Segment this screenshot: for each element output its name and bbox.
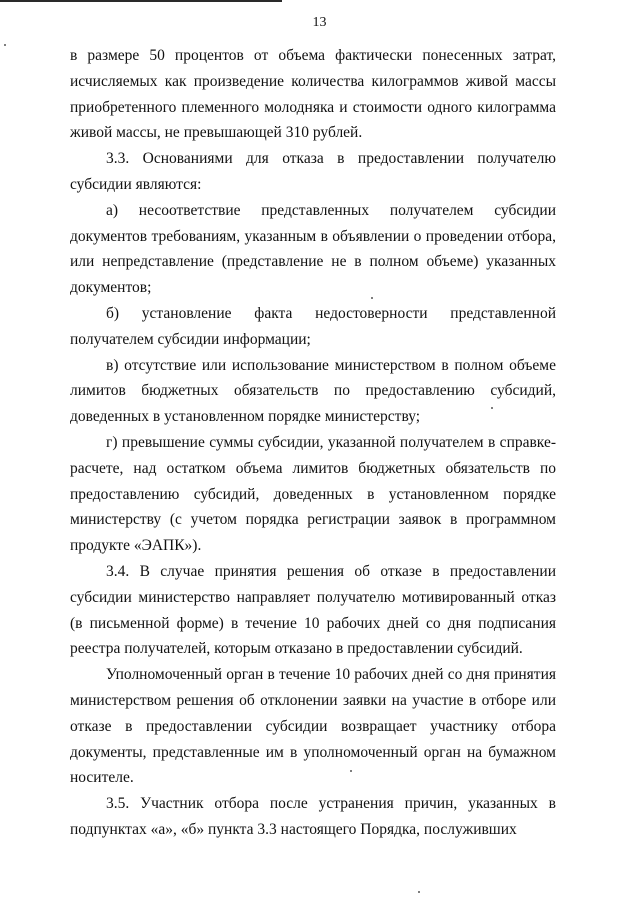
paragraph-3-3-b: б) установление факта недостоверности представленной получателем субсидии информации; [70, 304, 556, 348]
paragraph-authorized-body: Уполномоченный орган в течение 10 рабочих дней со дня принятия министерством решения об отклонении заявки на участие в отборе или отказе в предоставлении субсидии возвращает участнику отбора документы, представленные им в уполномоченный орган на бумажном носителе. [70, 666, 556, 787]
scan-speck [4, 44, 6, 46]
paragraph-3-3-a: а) несоответствие представленных получателем субсидии документов требованиям, указанным в объявлении о проведении отбора, или непредставление (представление не в полном объеме) указанных документов; [70, 201, 556, 297]
scan-speck [418, 891, 420, 893]
page-number: 13 [312, 15, 327, 30]
paragraph-3-4: 3.4. В случае принятия решения об отказе в предоставлении субсидии министерство направляет получателю мотивированный отказ (в письменной форме) в течение 10 рабочих дней со дня подписания реестра получателей, которым отказано в предоставлении субсидий. [70, 562, 556, 658]
paragraph-3-5: 3.5. Участник отбора после устранения причин, указанных в подпунктах «а», «б» пункта 3.3 настоящего Порядка, послуживших [70, 795, 556, 838]
paragraph-subsidy-amount: в размере 50 процентов от объема фактически понесенных затрат, исчисляемых как произведение количества килограммов живой массы приобретенного племенного молодняка и стоимости одного килограмма живой массы, не превышающей 310 рублей. [70, 47, 556, 142]
scan-edge-line [0, 0, 282, 2]
document-body [70, 43, 556, 843]
paragraph-3-3-heading: 3.3. Основаниями для отказа в предоставлении получателю субсидии являются: [70, 150, 556, 193]
paragraph-3-3-g: г) превышение суммы субсидии, указанной получателем в справке-расчете, над остатком объема лимитов бюджетных обязательств по предоставлению субсидий, доведенных в установленном порядке министерству (с учетом порядка регистрации заявок в программном продукте «ЭАПК»). [70, 433, 556, 555]
paragraph-3-3-v: в) отсутствие или использование министерством в полном объеме лимитов бюджетных обязательств по предоставлению субсидий, доведенных в установленном порядке министерству; [70, 356, 556, 426]
